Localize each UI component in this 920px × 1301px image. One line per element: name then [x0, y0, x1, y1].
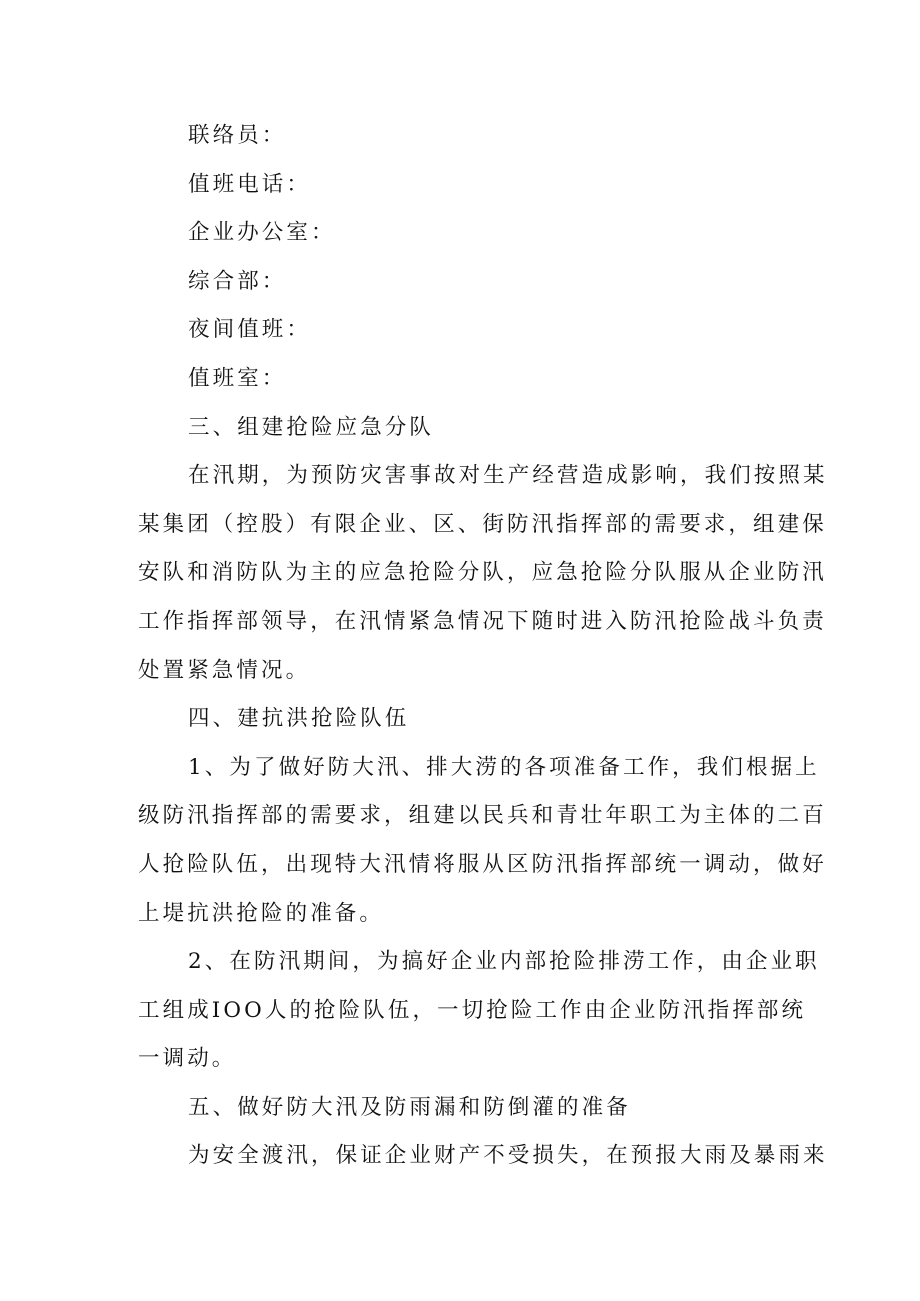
section-4-item-1-line: 上堤抗洪抢险的准备。	[138, 900, 385, 926]
section-4-item-1-line: 1、为了做好防大汛、排大涝的各项准备工作，我们根据上	[188, 754, 820, 780]
section-3-heading: 三、组建抢险应急分队	[188, 414, 435, 440]
section-4-item-1-line: 级防汛指挥部的需要求，组建以民兵和青壮年职工为主体的二百	[138, 803, 827, 829]
section-4-item-2-line: 工组成IOO人的抢险队伍，一切抢险工作由企业防汛指挥部统	[138, 997, 807, 1023]
section-5-line: 为安全渡汛，保证企业财产不受损失，在预报大雨及暴雨来	[188, 1143, 828, 1169]
section-3-line: 在汛期，为预防灾害事故对生产经营造成影响，我们按照某	[188, 463, 828, 489]
section-3-line: 工作指挥部领导，在汛情紧急情况下随时进入防汛抢险战斗负责	[138, 608, 827, 634]
contact-duty-phone: 值班电话：	[188, 171, 312, 197]
contact-liaison: 联络员：	[188, 123, 287, 148]
contact-night-duty: 夜间值班：	[188, 317, 312, 343]
section-4-item-1-line: 人抢险队伍，出现特大汛情将服从区防汛指挥部统一调动，做好	[138, 851, 827, 877]
contact-office: 企业办公室：	[188, 220, 336, 246]
section-3-line: 某集团（控股）有限企业、区、街防汛指挥部的需要求，组建保	[138, 511, 827, 537]
section-3-line: 处置紧急情况。	[138, 657, 311, 683]
section-4-heading: 四、建抗洪抢险队伍	[188, 706, 410, 732]
section-3-line: 安队和消防队为主的应急抢险分队，应急抢险分队服从企业防汛	[138, 560, 827, 586]
section-5-heading: 五、做好防大汛及防雨漏和防倒灌的准备	[188, 1094, 631, 1120]
contact-general-dept: 综合部：	[188, 268, 287, 294]
section-4-item-2-line: 2、在防汛期间，为搞好企业内部抢险排涝工作，由企业职	[188, 949, 820, 975]
section-4-item-2-line: 一调动。	[138, 1046, 237, 1072]
contact-duty-room: 值班室：	[188, 365, 287, 391]
document-body	[138, 112, 828, 1181]
